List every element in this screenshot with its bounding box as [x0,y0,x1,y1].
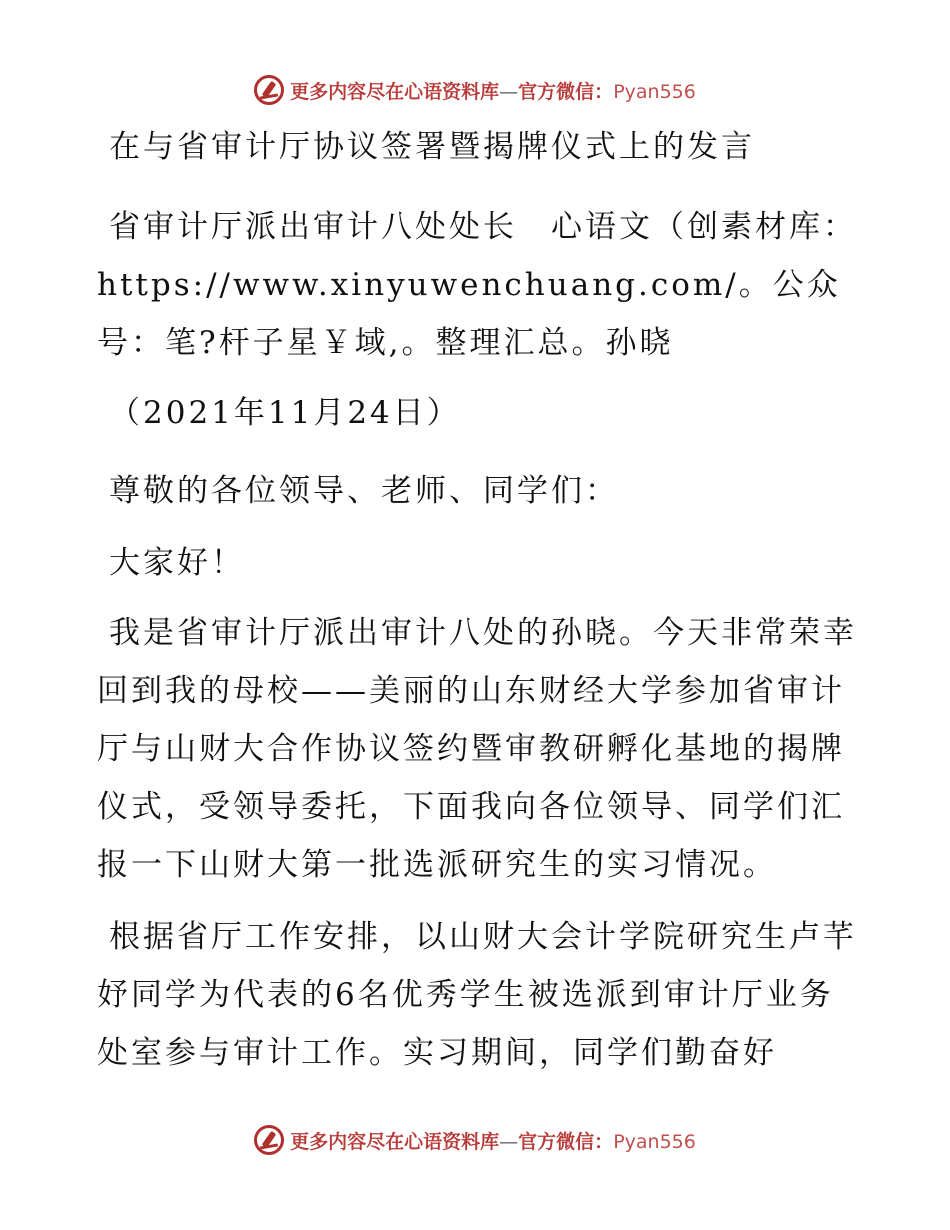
watermark-wechat-id: Pyan556 [613,1130,696,1153]
body-paragraph: 根据省厅工作安排，以山财大会计学院研究生卢芊妤同学为代表的6名优秀学生被选派到审计厅业务处室参与审计工作。实习期间，同学们勤奋好 [97,919,857,1071]
body-paragraph: 我是省审计厅派出审计八处的孙晓。今天非常荣幸回到我的母校——美丽的山东财经大学参加省审计厅与山财大合作协议签约暨审教研孵化基地的揭牌仪式，受领导委托，下面我向各位领导、同学们汇报一下山财大第一批选派研究生的实习情况。 [97,615,857,883]
author-line: 省审计厅派出审计八处处长 心语文（创素材库：https://www.xinyuwenchuang.com/。公众号：笔?杆子星￥域,。整理汇总。孙晓 [97,209,857,361]
hello: 大家好！ [109,545,245,581]
watermark-wechat-label: 官方微信： [518,80,614,103]
watermark-wechat-id: Pyan556 [613,80,696,103]
header-watermark [0,72,950,108]
speech-date: （2021年11月24日） [109,395,461,431]
watermark-site-text: 更多内容尽在心语资料库 [290,1130,500,1153]
watermark-dash: — [499,80,519,103]
watermark-text [290,1127,696,1154]
pen-circle-logo-icon [254,1125,284,1155]
watermark-dash: — [499,1130,519,1153]
watermark-wechat-label: 官方微信： [518,1130,614,1153]
greeting: 尊敬的各位领导、老师、同学们： [109,473,619,509]
pen-circle-logo-icon [254,75,284,105]
document-title: 在与省审计厅协议签署暨揭牌仪式上的发言 [109,129,755,165]
footer-watermark [0,1122,950,1158]
document-body [97,118,857,1100]
watermark-site-text: 更多内容尽在心语资料库 [290,80,500,103]
watermark-text [290,77,696,104]
